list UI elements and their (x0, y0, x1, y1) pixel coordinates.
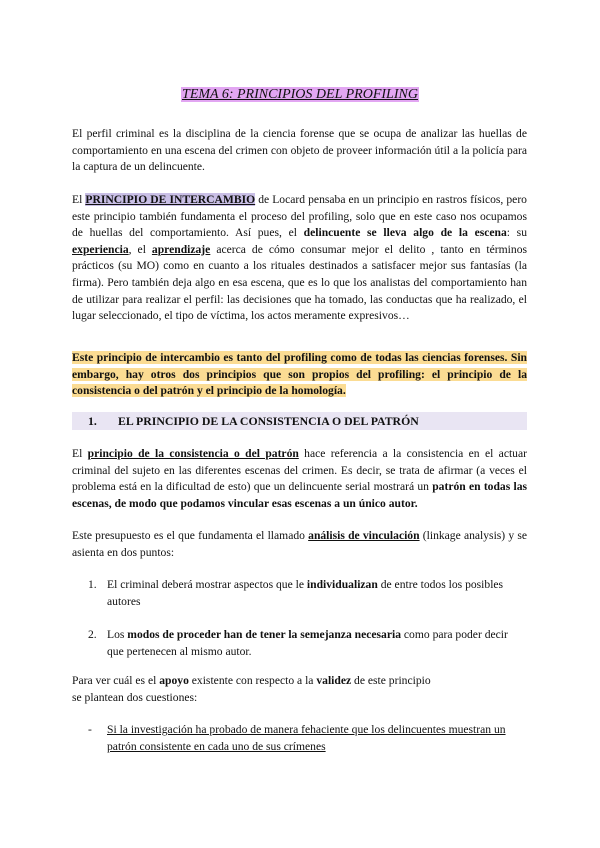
paragraph-consistencia (72, 446, 527, 512)
list-item (72, 627, 527, 660)
bullet-item (72, 722, 527, 755)
list-marker: 1. (88, 578, 97, 591)
modos-proceder-term: modos de proceder han de tener la semejanza necesaria (127, 628, 402, 641)
principio-consistencia-term: principio de la consistencia o del patrón (87, 447, 299, 460)
p5-c: (linkage analysis) y se asienta en dos puntos: (72, 529, 528, 559)
p2-e: : su (506, 226, 527, 240)
list-item-text: El criminal deberá mostrar aspectos que le individualizan de entre todos los posibles autores (107, 578, 504, 608)
paragraph-presupuesto (72, 528, 527, 561)
individualizan-term: individualizan (306, 578, 378, 591)
summary-highlight: Este principio de intercambio es tanto del profiling como de todas las ciencias forenses. Sin embargo, hay otros dos principios que son propios del profiling: el principio de la consistencia o del patrón y el principio de la homología. (72, 351, 527, 398)
aprendizaje-term: aprendizaje (151, 242, 211, 256)
p2-a: El (72, 193, 86, 206)
paragraph-highlight-summary (72, 350, 527, 400)
bullet-text: Si la investigación ha probado de manera fehaciente que los delincuentes muestran un patrón consistente en cada uno de sus crímenes (107, 723, 506, 753)
section-number: 1. (88, 414, 97, 428)
paragraph-intro: El perfil criminal es la disciplina de la ciencia forense que se ocupa de analizar las huellas de comportamiento en una escena del crimen con objeto de proveer información útil a la policía para la captura de un delincuente. (72, 127, 527, 174)
p4-a: El (72, 447, 88, 460)
principio-intercambio-term: PRINCIPIO DE INTERCAMBIO (85, 193, 256, 206)
p4-c: hace referencia a la consistencia en el actuar criminal del sujeto en las diferentes escenas del crimen. Es decir, se trata de afirmar (a veces el problema está en la dificultad de esto) que un delincuente serial mostrará un (72, 447, 527, 494)
paragraph-intercambio (72, 192, 527, 325)
list-item (72, 577, 527, 610)
experiencia-term: experiencia (72, 242, 129, 256)
apoyo-term: apoyo (159, 674, 189, 687)
patron-phrase: patrón en todas las escenas, de modo que podamos vincular esas escenas a un único autor. (72, 480, 528, 510)
p5-a: Este presupuesto es el que fundamenta el llamado (72, 529, 309, 542)
title-text: TEMA 6: PRINCIPIOS DEL PROFILING (182, 87, 418, 102)
p2-g: , el (128, 242, 152, 256)
analisis-vinculacion-term: análisis de vinculación (308, 529, 420, 542)
p2-i: acerca de cómo consumar mejor el delito , tanto en términos prácticos (su MO) como en cuanto a los rituales destinados a satisfacer mejor sus fantasías (la firma). Pero también deja algo en esa escena, que es lo que los analistas del comportamiento han de utilizar para realizar el perfil: las decisiones que ha tomado, las conductas que ha realizado, el lugar seleccionado, el tipo de víctima, los actos meramente expresivos… (72, 242, 528, 323)
p2-c: de Locard pensaba en un principio en rastros físicos, pero este principio también fundamenta el proceso del profiling, solo que en este caso nos ocupamos de huellas del comportamiento. Así pues, el (72, 193, 527, 240)
bullet-marker: - (88, 723, 92, 736)
list-marker: 2. (88, 628, 97, 641)
validez-term: validez (316, 674, 352, 687)
paragraph-apoyo: Para ver cuál es el apoyo existente con respecto a la validez de este principio se plantean dos cuestiones: (72, 674, 431, 704)
delincuente-lleva-phrase: delincuente se lleva algo de la escena (303, 226, 507, 240)
section-title: EL PRINCIPIO DE LA CONSISTENCIA O DEL PATRÓN (118, 414, 419, 428)
list-item-text: Los modos de proceder han de tener la semejanza necesaria como para poder decir que pertenecen al mismo autor. (107, 628, 508, 658)
section-heading-1 (72, 412, 527, 430)
page-title (0, 87, 600, 103)
